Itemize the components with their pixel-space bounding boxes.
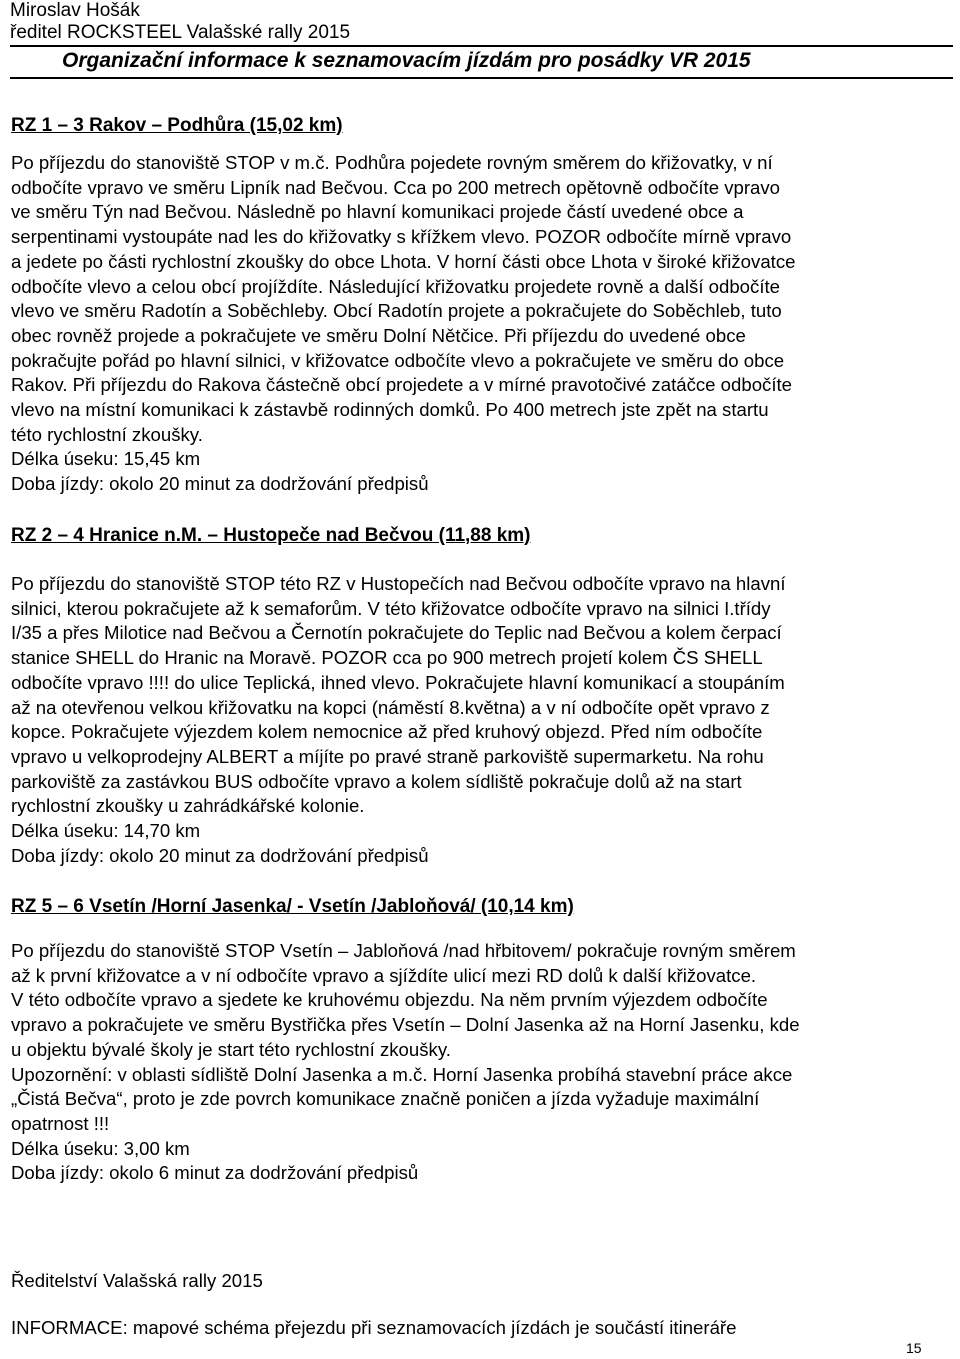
text-line: Upozornění: v oblasti sídliště Dolní Jasenka a m.č. Horní Jasenka probíhá stavební práce akce (11, 1063, 793, 1085)
header-divider-bottom (10, 77, 953, 79)
text-line: rychlostní zkoušky u zahrádkářské kolonie. (11, 795, 365, 817)
text-line: parkoviště za zastávkou BUS odbočíte vpravo a kolem sídliště pokračuje dolů až na start (11, 770, 742, 792)
text-line: Po příjezdu do stanoviště STOP této RZ v Hustopečích nad Bečvou odbočíte vpravo na hlavní (11, 573, 786, 594)
section-body-rz1 (11, 151, 921, 497)
text-line: „Čistá Bečva“, proto je zde povrch komunikace značně poničen a jízda vyžaduje maximální (11, 1088, 760, 1110)
text-line: Rakov. Při příjezdu do Rakova částečně obcí projedete a v mírné pravotočivé zatáčce odbočíte (11, 374, 793, 396)
text-line: až na otevřenou velkou křižovatku na kopci (náměstí 8.května) a v ní odbočíte opět vpravo z (11, 696, 770, 718)
text-line: vlevo ve směru Radotín a Soběchleby. Obcí Radotín projete a pokračujete do Soběchleb, tuto (11, 300, 782, 322)
text-line: ve směru Týn nad Bečvou. Následně po hlavní komunikaci projede částí uvedené obce a (11, 201, 744, 223)
text-line: odbočíte vlevo a celou obcí projíždíte. Následující křižovatku projedete rovně a další odbočíte (11, 275, 780, 297)
text-line: I/35 a přes Milotice nad Bečvou a Černotín pokračujete do Teplic nad Bečvou a kolem čerpací (11, 622, 782, 644)
text-line: Po příjezdu do stanoviště STOP Vsetín – Jabloňová /nad hřbitovem/ pokračuje rovným směrem (11, 940, 796, 961)
section-duration: Doba jízdy: okolo 20 minut za dodržování předpisů (11, 844, 429, 866)
section-duration: Doba jízdy: okolo 6 minut za dodržování předpisů (11, 1162, 419, 1184)
text-line: až k první křižovatce a v ní odbočíte vpravo a sjíždíte ulicí mezi RD dolů k další křižovatce. (11, 964, 757, 986)
section-duration: Doba jízdy: okolo 20 minut za dodržování předpisů (11, 473, 429, 495)
text-line: pokračujte pořád po hlavní silnici, v křižovatce odbočíte vlevo a pokračujete ve směru do obce (11, 349, 785, 371)
footer-signature: Ředitelství Valašská rally 2015 (11, 1270, 263, 1291)
section-heading-rz1: RZ 1 – 3 Rakov – Podhůra (15,02 km) (11, 115, 343, 136)
text-line: odbočíte vpravo ve směru Lipník nad Bečvou. Cca po 200 metrech opětovně odbočíte vpravo (11, 176, 781, 198)
section-heading-rz2: RZ 2 – 4 Hranice n.M. – Hustopeče nad Bečvou (11,88 km) (11, 525, 531, 546)
section-body-rz5 (11, 939, 921, 1186)
section-length: Délka úseku: 3,00 km (11, 1137, 190, 1159)
text-line: u objektu bývalé školy je start této rychlostní zkoušky. (11, 1038, 451, 1060)
header-divider (10, 45, 953, 47)
document-title: Organizační informace k seznamovacím jízdám pro posádky VR 2015 (62, 49, 751, 72)
section-heading-rz5: RZ 5 – 6 Vsetín /Horní Jasenka/ - Vsetín /Jabloňová/ (10,14 km) (11, 896, 574, 917)
section-body-rz2 (11, 572, 921, 868)
text-line: Po příjezdu do stanoviště STOP v m.č. Podhůra pojedete rovným směrem do křižovatky, v ní (11, 152, 773, 173)
text-line: kopce. Pokračujete výjezdem kolem nemocnice až před kruhový objezd. Před ním odbočíte (11, 721, 763, 743)
text-line: vpravo a pokračujete ve směru Bystřička přes Vsetín – Dolní Jasenka až na Horní Jasenku, kde (11, 1014, 800, 1036)
footer-info: INFORMACE: mapové schéma přejezdu při seznamovacích jízdách je součástí itineráře (11, 1317, 737, 1338)
text-line: serpentinami vystoupáte nad les do křižovatky s křížkem vlevo. POZOR odbočíte mírně vpravo (11, 226, 792, 248)
page-number: 15 (906, 1340, 922, 1356)
text-line: silnici, kterou pokračujete až k semaforům. V této křižovatce odbočíte vpravo na silnici I.třídy (11, 597, 771, 619)
text-line: vpravo u velkoprodejny ALBERT a míjíte po pravé straně parkoviště supermarketu. Na rohu (11, 745, 764, 767)
text-line: stanice SHELL do Hranic na Moravě. POZOR cca po 900 metrech projetí kolem ČS SHELL (11, 647, 763, 669)
text-line: této rychlostní zkoušky. (11, 423, 203, 445)
header-author: Miroslav Hošák (10, 0, 140, 21)
text-line: vlevo na místní komunikaci k zástavbě rodinných domků. Po 400 metrech jste zpět na startu (11, 399, 769, 421)
header-role: ředitel ROCKSTEEL Valašské rally 2015 (10, 22, 351, 43)
section-length: Délka úseku: 15,45 km (11, 448, 201, 470)
text-line: V této odbočíte vpravo a sjedete ke kruhovému objezdu. Na něm prvním výjezdem odbočíte (11, 989, 768, 1011)
text-line: opatrnost !!! (11, 1112, 110, 1134)
text-line: a jedete po části rychlostní zkoušky do obce Lhota. V horní části obce Lhota v široké křižovatce (11, 250, 796, 272)
section-length: Délka úseku: 14,70 km (11, 820, 201, 842)
text-line: obec rovněž projede a pokračujete ve směru Dolní Nětčice. Při příjezdu do uvedené obce (11, 324, 746, 346)
text-line: odbočíte vpravo !!!! do ulice Teplická, ihned vlevo. Pokračujete hlavní komunikací a stoupáním (11, 671, 785, 693)
